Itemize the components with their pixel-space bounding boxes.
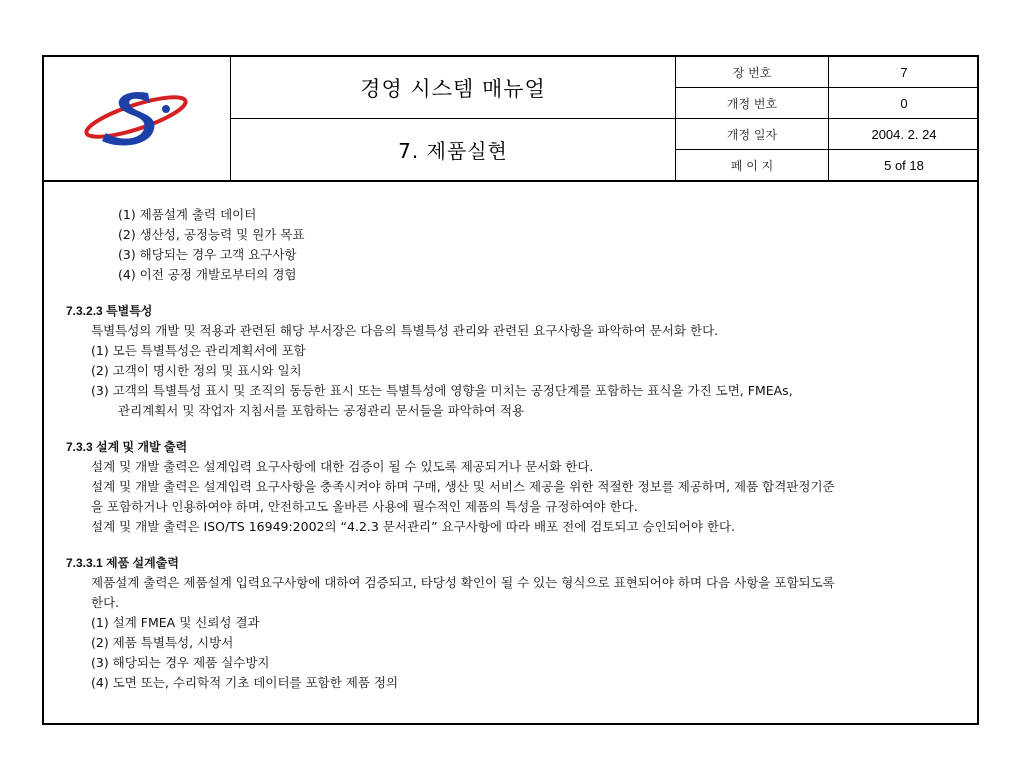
document-meta-table	[676, 57, 979, 180]
paragraph: 설계 및 개발 출력은 설계입력 요구사항을 충족시켜야 하며 구매, 생산 및 서비스 제공을 위한 적절한 정보를 제공하며, 제품 합격판정기준	[91, 479, 835, 494]
list-item: (2) 고객이 명시한 정의 및 표시와 일치	[91, 363, 302, 378]
document-frame	[42, 55, 979, 725]
meta-value: 0	[900, 95, 908, 111]
meta-label: 페 이 지	[676, 150, 829, 181]
list-item: (1) 모든 특별특성은 관리계획서에 포함	[91, 343, 306, 358]
section-heading: 7.3.3.1 제품 설계출력	[66, 556, 179, 570]
section-heading: 7.3.2.3 특별특성	[66, 304, 153, 318]
list-item: (1) 제품설계 출력 데이터	[118, 207, 257, 222]
document-header	[44, 57, 977, 182]
list-item: (2) 생산성, 공정능력 및 원가 목표	[118, 227, 305, 242]
paragraph-continuation: 한다.	[91, 595, 120, 610]
meta-value: 2004. 2. 24	[871, 126, 937, 142]
logo-cell	[44, 57, 231, 180]
paragraph: 제품설계 출력은 제품설계 입력요구사항에 대하여 검증되고, 타당성 확인이 될 수 있는 형식으로 표현되어야 하며 다음 사항을 포함되도록	[91, 575, 835, 590]
list-item: (3) 해당되는 경우 제품 실수방지	[91, 655, 270, 670]
document-body	[66, 205, 966, 693]
meta-label: 장 번호	[676, 57, 829, 87]
meta-value: 7	[900, 64, 908, 80]
meta-row-date	[676, 119, 979, 150]
list-item: (1) 설계 FMEA 및 신뢰성 결과	[91, 615, 260, 630]
paragraph: 설계 및 개발 출력은 ISO/TS 16949:2002의 “4.2.3 문서관리” 요구사항에 따라 배포 전에 검토되고 승인되어야 한다.	[91, 519, 736, 534]
meta-label: 개정 번호	[676, 88, 829, 118]
list-item: (3) 해당되는 경우 고객 요구사항	[118, 247, 297, 262]
paragraph: 설계 및 개발 출력은 설계입력 요구사항에 대한 검증이 될 수 있도록 제공되거나 문서화 한다.	[91, 459, 594, 474]
list-item: (2) 제품 특별특성, 시방서	[91, 635, 234, 650]
chapter-title: 7. 제품실현	[231, 119, 676, 180]
list-item-continuation: 관리계획서 및 작업자 지침서를 포함하는 공정관리 문서들을 파악하여 적용	[118, 403, 525, 418]
meta-label: 개정 일자	[676, 119, 829, 149]
meta-row-page	[676, 150, 979, 181]
manual-title: 경영 시스템 매뉴얼	[231, 57, 676, 119]
list-item: (4) 도면 또는, 수리학적 기초 데이터를 포함한 제품 정의	[91, 675, 399, 690]
list-item: (4) 이전 공정 개발로부터의 경험	[118, 267, 297, 282]
section-heading: 7.3.3 설계 및 개발 출력	[66, 440, 188, 454]
meta-row-chapter	[676, 57, 979, 88]
paragraph: 특별특성의 개발 및 적용과 관련된 해당 부서장은 다음의 특별특성 관리와 관련된 요구사항을 파악하여 문서화 한다.	[91, 323, 719, 338]
paragraph-continuation: 을 포함하거나 인용하여야 하며, 안전하고도 올바른 사용에 필수적인 제품의 특성을 규정하여야 한다.	[91, 499, 638, 514]
list-item: (3) 고객의 특별특성 표시 및 조직의 동등한 표시 또는 특별특성에 영향을 미치는 공정단계를 포함하는 표식을 가진 도면, FMEAs,	[91, 383, 793, 398]
company-logo-icon	[78, 87, 198, 149]
meta-value: 5 of 18	[884, 158, 924, 173]
meta-row-revision	[676, 88, 979, 119]
